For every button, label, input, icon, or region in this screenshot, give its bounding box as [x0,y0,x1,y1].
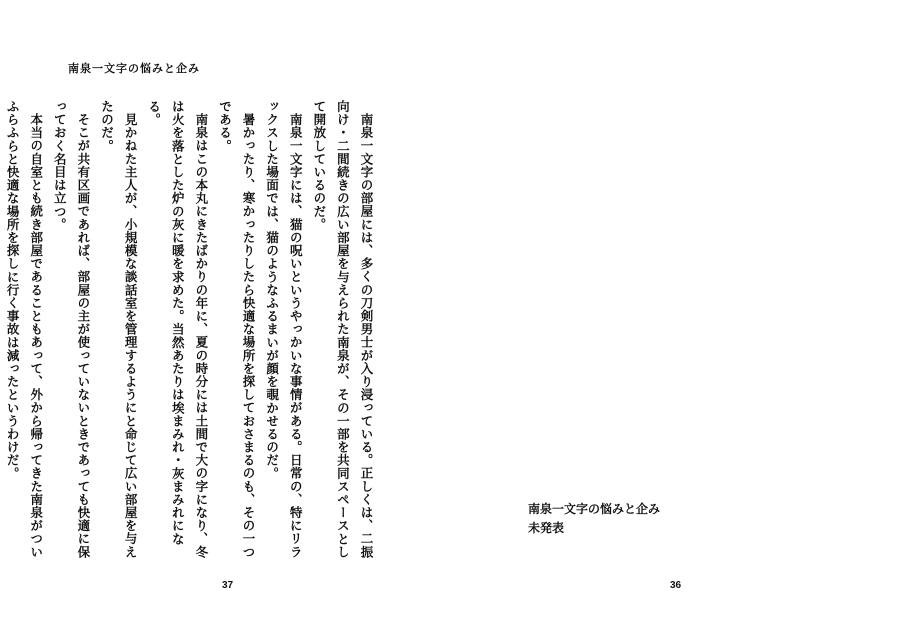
paragraph-4: 南泉はこの本丸にきたばかりの年に、夏の時分には土間で大の字になり、冬は火を落とした炉の灰に暖を求めた。当然あたりは埃まみれ・灰まみれになる。 [146,100,209,558]
work-title: 南泉一文字の悩みと企み [528,502,661,516]
paragraph-3: 暑かったり、寒かったりしたら快適な場所を探しておさまるのも、その一つである。 [217,100,257,558]
paragraph-5: 見かねた主人が、小規模な談話室を管理するようにと命じて広い部屋を与えたのだ。 [99,100,139,558]
paragraph-7: 本当の自室とも続き部屋であることもあって、外から帰ってきた南泉がついふらふらと快適な場所を探しに行く事故は減ったというわけだ。 [5,100,44,558]
title-block [528,500,660,538]
page-number-left: 37 [222,580,234,591]
paragraph-1: 南泉一文字の部屋には、多くの刀剣男士が入り浸っている。正しくは、二振向け・二間続きの広い部屋を与えられた南泉が、その一部を共同スペースとして開放しているのだ。 [311,100,374,559]
body-text [0,100,378,570]
running-head: 南泉一文字の悩みと企み [68,62,200,75]
page-number-right: 36 [670,580,682,591]
paragraph-6: そこが共有区画であれば、部屋の主が使っていないときであっても快適に保っておく名目は立つ。 [52,100,91,558]
publication-status: 未発表 [528,521,565,535]
paragraph-2: 南泉一文字には、猫の呪いというやっかいな事情がある。日常の、特にリラックスした場面では、猫のようなふるまいが顔を覗かせるのだ。 [264,100,304,558]
dialogue-line [0,100,1,570]
